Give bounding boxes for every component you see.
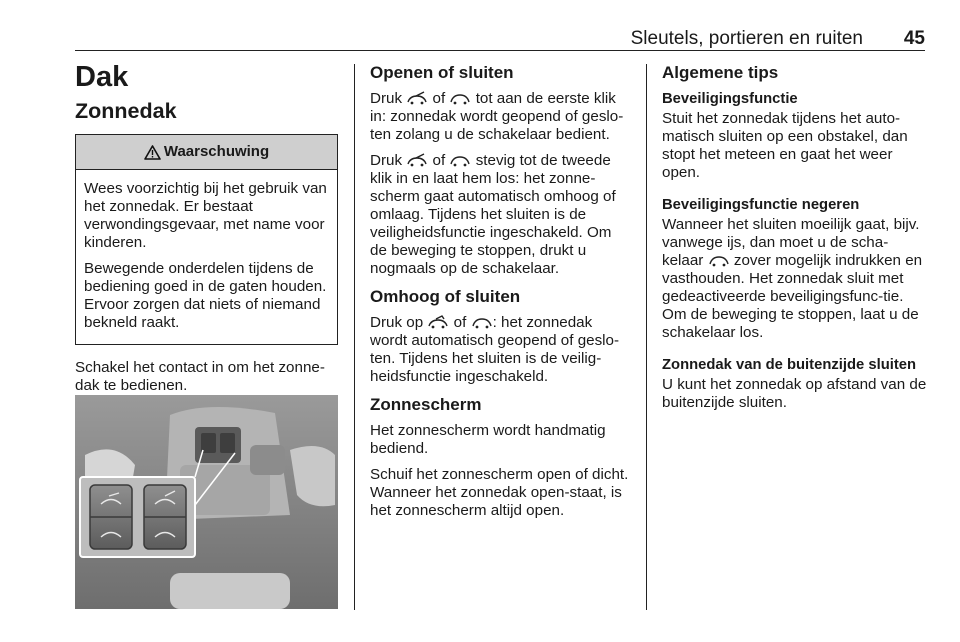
paragraph-safety: Stuit het zonnedak tijdens het auto-matisch sluiten op een obstakel, dan stopt het meteen en gaat het weer open.: [662, 110, 908, 181]
sunroof-switch-photo: [75, 395, 338, 609]
warning-triangle-icon: [144, 145, 161, 160]
column-2: [370, 60, 632, 528]
paragraph-open-first-click: [370, 90, 632, 144]
page-number: 45: [903, 28, 925, 49]
section-title: Dak: [75, 61, 129, 93]
paragraph-outside: U kunt het zonnedak op afstand van de buitenzijde sluiten.: [662, 376, 927, 411]
paragraph-sunshade-2: Schuif het zonnescherm open of dicht. Wanneer het zonnedak open-staat, is het zonnescherm altijd open.: [370, 466, 629, 519]
car-roof-tilt-icon: [427, 315, 449, 329]
ignition-instruction: Schakel het contact in om het zonne-dak te bedienen.: [75, 359, 325, 394]
text-override-b: zover mogelijk indrukken en vasthouden. Het zonnedak sluit met gedeactiveerde beveiligingsfunc-tie. Om de beweging te stoppen, laat u de schakelaar los.: [662, 252, 923, 341]
warning-text-2: Bewegende onderdelen tijdens de bediening goed in de gaten houden. Ervoor zorgen dat niets of niemand bekneld raakt.: [84, 260, 327, 331]
sunroof-switch-illustration: [75, 395, 338, 609]
car-roof-close-icon: [449, 91, 471, 105]
heading-safety-function: Beveiligingsfunctie: [662, 91, 798, 107]
chapter-title: Sleutels, portieren en ruiten: [630, 28, 863, 49]
text-open-first-click: tot aan de eerste klik in: zonnedak wordt geopend of geslo-ten zolang u de schakelaar bedient.: [370, 90, 624, 143]
column-divider-2: [646, 64, 647, 610]
text-druk-2: Druk: [370, 152, 403, 169]
heading-general-tips: Algemene tips: [662, 63, 779, 82]
warning-body: [76, 170, 337, 344]
text-of-3: of: [453, 314, 467, 331]
warning-text-1: Wees voorzichtig bij het gebruik van het zonnedak. Er bestaat verwondingsgevaar, met name voor kinderen.: [84, 180, 327, 251]
page-header: [75, 28, 925, 50]
warning-box: [75, 134, 338, 345]
text-open-second-click: stevig tot de tweede klik in en laat hem los: het zonne-scherm gaat automatisch omhoog of omlaag. Tijdens het sluiten is de veiligheidsfunctie ingeschakeld. Om de beweging te stoppen, drukt u nogmaals op de schakelaar.: [370, 152, 616, 277]
heading-tilt: Omhoog of sluiten: [370, 287, 521, 306]
column-divider-1: [354, 64, 355, 610]
car-roof-open-icon: [406, 91, 428, 105]
car-roof-open-icon: [406, 153, 428, 167]
paragraph-sunshade-1: Het zonnescherm wordt handmatig bediend.: [370, 422, 606, 457]
warning-header: [76, 135, 337, 170]
paragraph-tilt: [370, 314, 632, 386]
warning-title: Waarschuwing: [163, 143, 270, 160]
text-druk-op: Druk op: [370, 314, 424, 331]
heading-sunshade: Zonnescherm: [370, 395, 482, 414]
column-3: [662, 60, 927, 420]
text-druk: Druk: [370, 90, 403, 107]
car-roof-close-icon: [708, 253, 730, 267]
text-of: of: [432, 90, 446, 107]
heading-override-safety: Beveiligingsfunctie negeren: [662, 197, 860, 213]
paragraph-open-second-click: [370, 152, 632, 278]
text-override-a: Wanneer het sluiten moeilijk gaat, bijv. vanwege ijs, dan moet u de scha-kelaar: [662, 216, 920, 269]
heading-open-close: Openen of sluiten: [370, 63, 514, 82]
subsection-title: Zonnedak: [75, 99, 177, 123]
car-roof-close-icon: [471, 315, 493, 329]
text-of-2: of: [432, 152, 446, 169]
text-tilt: : het zonnedak wordt automatisch geopend of geslo-ten. Tijdens het sluiten is de veilig-heidsfunctie ingeschakeld.: [370, 314, 620, 385]
header-rule: [75, 50, 925, 51]
car-roof-close-icon: [449, 153, 471, 167]
paragraph-override: [662, 216, 927, 342]
column-1: [75, 60, 338, 403]
heading-close-from-outside: Zonnedak van de buitenzijde sluiten: [662, 357, 917, 373]
